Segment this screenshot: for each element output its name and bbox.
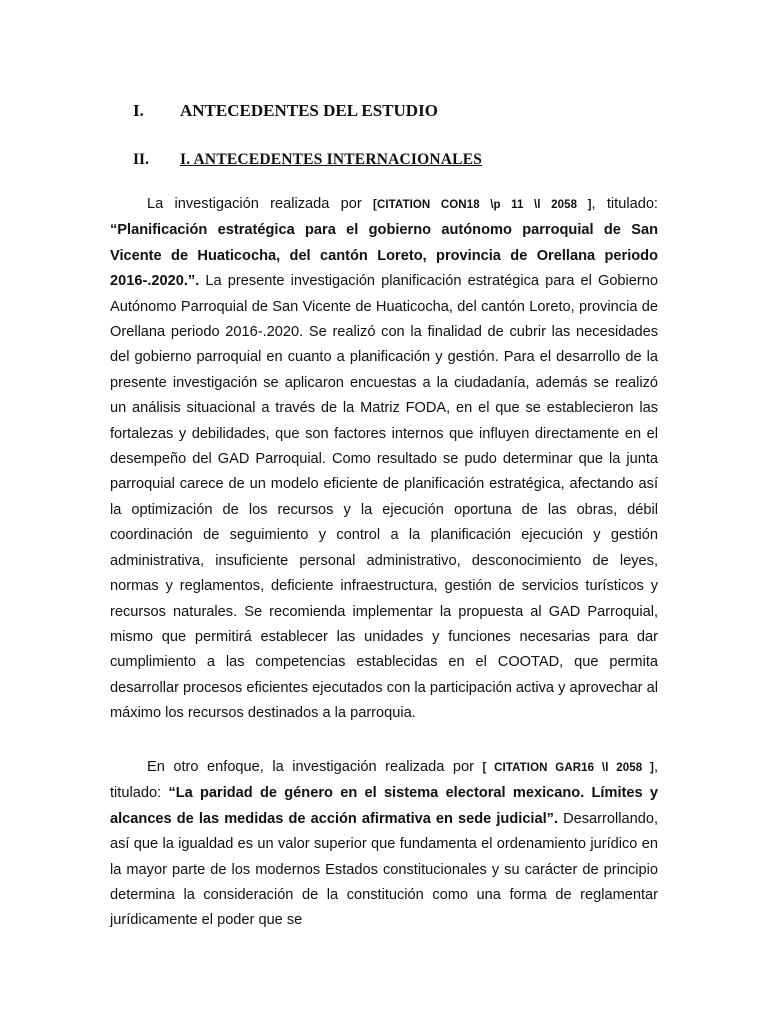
paragraph-2: [110, 755, 658, 934]
heading-title: I. ANTECEDENTES INTERNACIONALES: [180, 151, 483, 168]
citation-field: [CITATION CON18 \p 11 \l 2058 ]: [373, 199, 592, 211]
paragraph-body: La presente investigación planificación estratégica para el Gobierno Autónomo Parroquial de San Vicente de Huaticocha, del cantón Loreto, provincia de Orellana periodo 2016-.2020. Se realizó con la finalidad de cubrir las necesidades del gobierno parroquial en cuanto a planificación y gestión. Para el desarrollo de la presente investigación se aplicaron encuestas a la ciudadanía, además se realizó un análisis situacional a través de la Matriz FODA, en el que se establecieron las fortalezas y debilidades, que son factores internos que influyen directamente en el desempeño del GAD Parroquial. Como resultado se pudo determinar que la junta parroquial carece de un modelo eficiente de planificación estratégica, afectando así la optimización de los recursos y la ejecución oportuna de las obras, débil coordinación de seguimiento y control a la planificación ejecución y gestión administrativa, insuficiente personal administrativo, desconocimiento de leyes, normas y reglamentos, deficiente infraestructura, gestión de servicios turísticos y recursos naturales. Se recomienda implementar la propuesta al GAD Parroquial, mismo que permitirá establecer las unidades y funciones necesarias para dar cumplimiento a las competencias establecidas en el COOTAD, que permita desarrollar procesos eficientes ejecutados con la participación activa y aprovechar al máximo los recursos destinados a la parroquia.: [110, 273, 658, 722]
cited-work-title: “La paridad de género en el sistema electoral mexicano. Límites y alcances de las medidas de acción afirmativa en sede judicial”.: [110, 785, 658, 827]
heading-title: ANTECEDENTES DEL ESTUDIO: [180, 101, 438, 120]
paragraph-connector: , titulado:: [591, 196, 658, 212]
paragraph-1: [110, 192, 658, 727]
heading-number: I.: [133, 101, 144, 120]
paragraph-body: Desarrollando, así que la igualdad es un valor superior que fundamenta el ordenamiento jurídico en la mayor parte de los modernos Estados constitucionales y su carácter de principio determina la consideración de la constitución como una forma de reglamentar jurídicamente el poder que se: [110, 810, 658, 929]
heading-number: II.: [133, 151, 149, 168]
paragraph-lead: En otro enfoque, la investigación realizada por: [147, 759, 483, 775]
paragraph-lead: La investigación realizada por: [147, 196, 374, 212]
paragraph-connector: , titulado:: [110, 759, 658, 802]
citation-field: [ CITATION GAR16 \l 2058 ]: [482, 762, 654, 774]
cited-work-title: “Planificación estratégica para el gobierno autónomo parroquial de San Vicente de Huaticocha, del cantón Loreto, provincia de Orellana periodo 2016-.2020.”.: [110, 222, 658, 290]
